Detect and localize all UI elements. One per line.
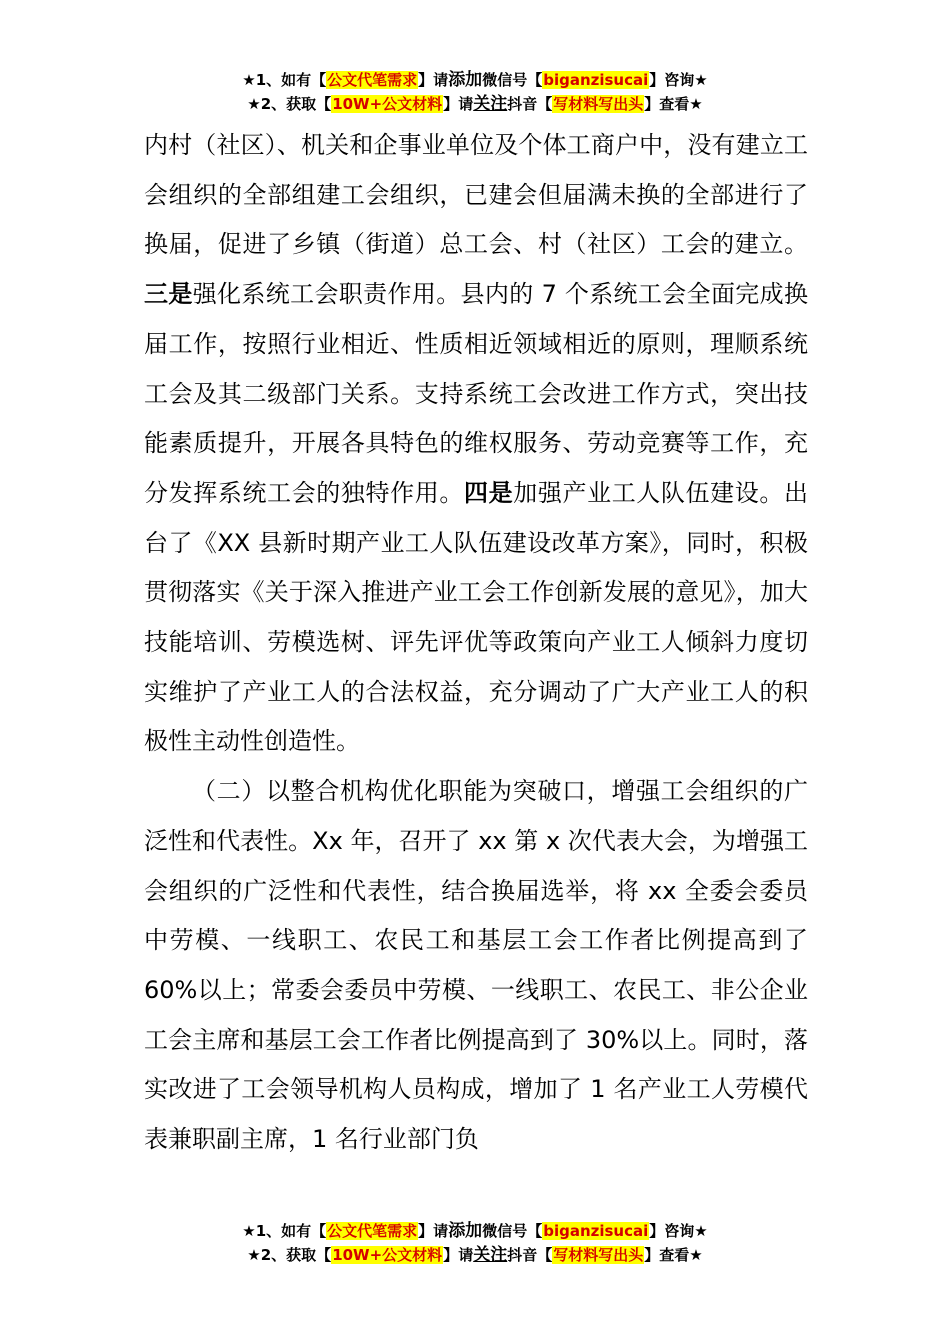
document-body [144,121,808,1165]
banner-highlight: biganzisucai [543,71,649,89]
bold-marker: 四是 [464,478,514,507]
banner-highlight: 公文代笔需求 [327,1222,418,1240]
banner-line-1: ★1、如有【公文代笔需求】请添加微信号【biganzisucai】咨询★ [242,1221,708,1241]
banner-line-2: ★2、获取【10W+公文材料】请关注抖音【写材料写出头】查看★ [247,94,703,114]
banner-highlight: biganzisucai [543,1222,649,1240]
body-paragraph: 内村（社区）、机关和企事业单位及个体工商户中，没有建立工会组织的全部组建工会组织，已建会但届满未换的全部进行了换届，促进了乡镇（街道）总工会、村（社区）工会的建立。三是强化系统工会职责作用。县内的 7 个系统工会全面完成换届工作，按照行业相近、性质相近领域相近的原则，理顺系统工会及其二级部门关系。支持系统工会改进工作方式，突出技能素质提升，开展各具特色的维权服务、劳动竞赛等工作，充分发挥系统工会的独特作用。四是加强产业工人队伍建设。出台了《XX 县新时期产业工人队伍建设改革方案》，同时，积极贯彻落实《关于深入推进产业工会工作创新发展的意见》，加大技能培训、劳模选树、评先评优等政策向产业工人倾斜力度切实维护了产业工人的合法权益，充分调动了广大产业工人的积极性主动性创造性。 [144,131,809,756]
banner-highlight: 写材料写出头 [553,95,644,113]
body-paragraph: （二）以整合机构优化职能为突破口，增强工会组织的广泛性和代表性。Xx 年，召开了 xx 第 x 次代表大会，为增强工会组织的广泛性和代表性，结合换届选举，将 xx 全委会委员中劳模、一线职工、农民工和基层工会工作者比例提高到了 60%以上；常委会委员中劳模、一线职工、农民工、非公企业工会主席和基层工会工作者比例提高到了 30%以上。同时，落实改进了工会领导机构人员构成，增加了 1 名产业工人劳模代表兼职副主席，1 名行业部门负 [144,777,808,1154]
header-banner [0,68,950,116]
banner-highlight: 10W+公文材料 [332,1246,443,1264]
bold-marker: 三是 [144,280,193,309]
banner-line-1: ★1、如有【公文代笔需求】请添加微信号【biganzisucai】咨询★ [242,70,708,90]
banner-highlight: 写材料写出头 [553,1246,644,1264]
banner-line-2: ★2、获取【10W+公文材料】请关注抖音【写材料写出头】查看★ [247,1245,703,1265]
footer-banner [0,1219,950,1267]
banner-highlight: 10W+公文材料 [332,95,443,113]
banner-highlight: 公文代笔需求 [327,71,418,89]
